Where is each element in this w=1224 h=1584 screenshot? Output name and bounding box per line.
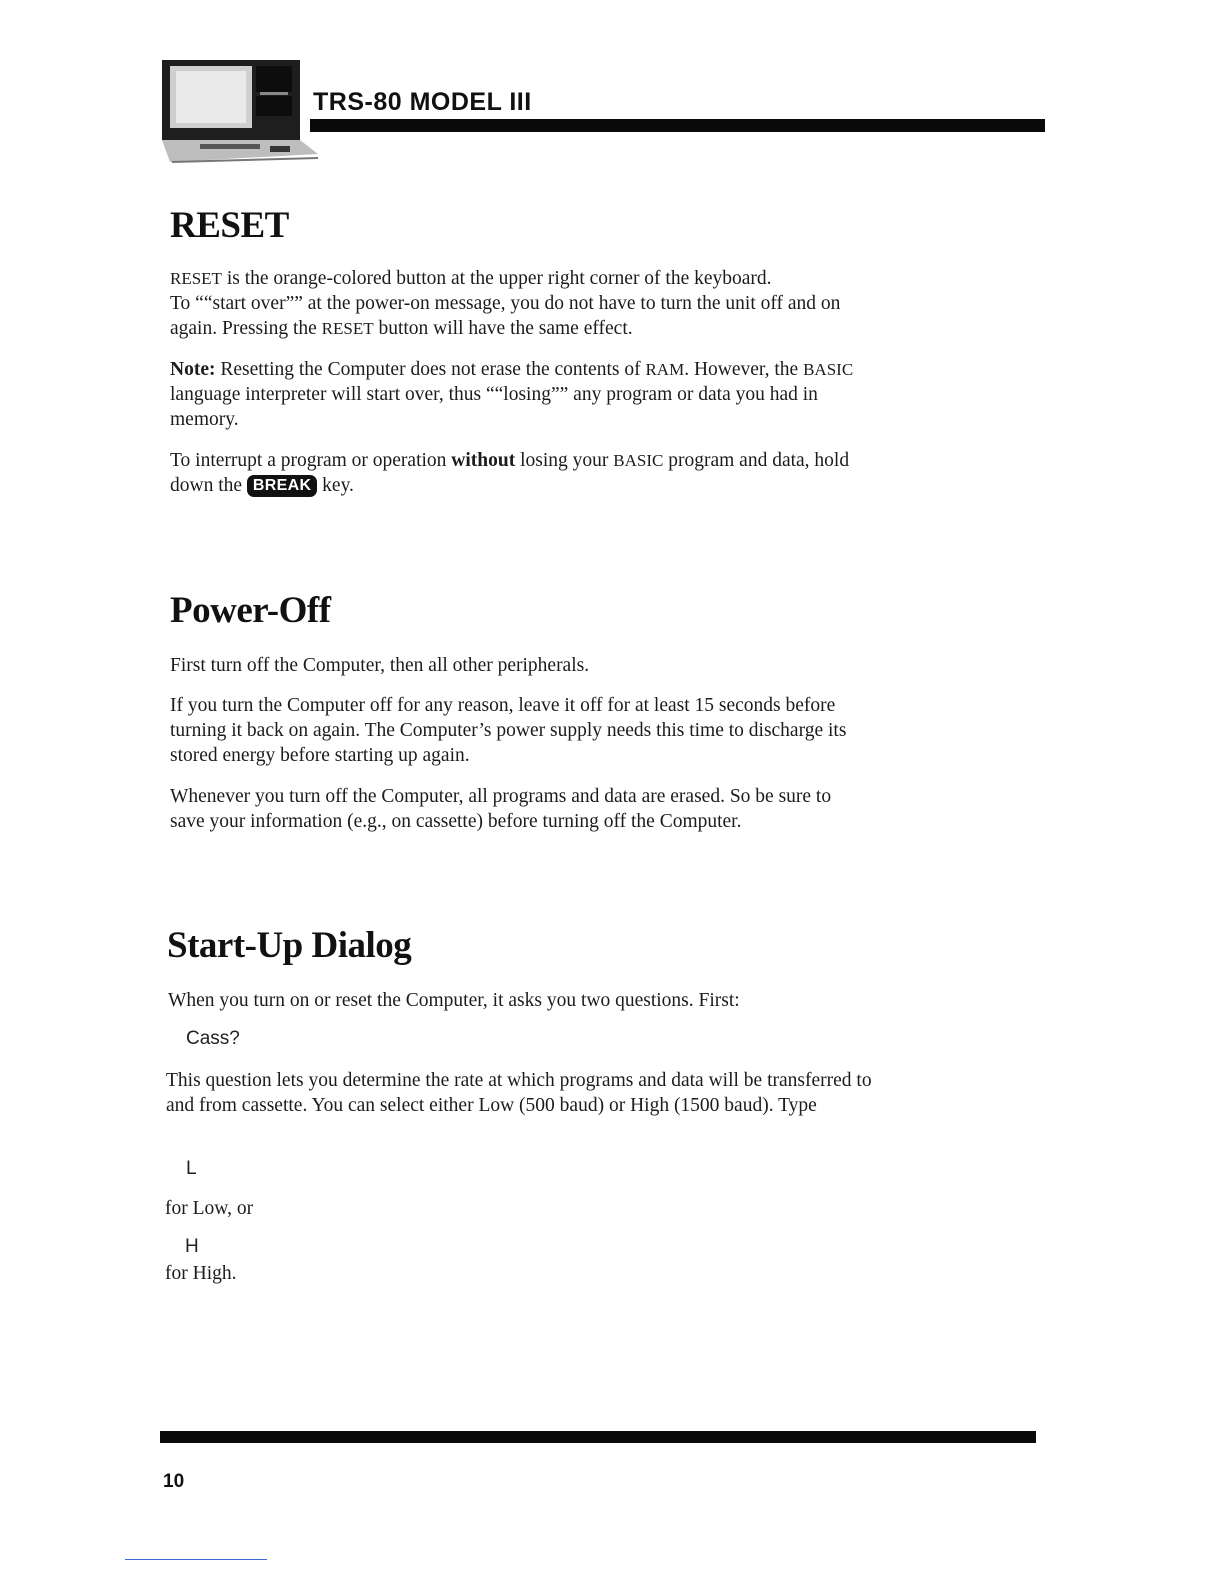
footer-rule <box>160 1431 1036 1443</box>
trs80-computer-icon <box>160 58 330 168</box>
section-heading-power-off: Power-Off <box>170 590 331 631</box>
bottom-link-line <box>125 1559 267 1560</box>
code-low: L <box>186 1158 197 1179</box>
startup-paragraph-4: for High. <box>165 1263 237 1284</box>
startup-paragraph-3: for Low, or <box>165 1198 254 1219</box>
reset-note-paragraph: Note: Resetting the Computer does not erase the contents of RAM. However, the BASIC language interpreter will start over, thus ““losing”” any program or data you had in memory. <box>170 359 854 430</box>
page-number: 10 <box>163 1471 185 1492</box>
poweroff-paragraph-1: First turn off the Computer, then all other peripherals. <box>170 655 590 676</box>
reset-interrupt-paragraph: To interrupt a program or operation without losing your BASIC program and data, hold down the BREAK key. <box>170 450 850 496</box>
code-high: H <box>185 1236 199 1257</box>
code-cass-prompt: Cass? <box>186 1028 240 1049</box>
startup-paragraph-2: This question lets you determine the rate at which programs and data will be transferred to and from cassette. You can select either Low (500 baud) or High (1500 baud). Type <box>166 1070 872 1116</box>
reset-paragraph-2: To ““start over”” at the power-on message, you do not have to turn the unit off and on again. Pressing the RESET button will have the same effect. <box>170 293 841 339</box>
header-title: TRS-80 MODEL III <box>313 88 532 116</box>
poweroff-paragraph-2: If you turn the Computer off for any reason, leave it off for at least 15 seconds before turning it back on again. The Computer’s power supply needs this time to discharge its stored energy before starting up again. <box>170 695 847 766</box>
section-heading-reset: RESET <box>170 205 289 246</box>
header-rule <box>310 119 1045 132</box>
section-heading-startup-dialog: Start-Up Dialog <box>167 925 412 966</box>
poweroff-paragraph-3: Whenever you turn off the Computer, all programs and data are erased. So be sure to save your information (e.g., on cassette) before turning off the Computer. <box>170 786 832 832</box>
note-label: Note: <box>170 359 216 380</box>
page-header <box>160 58 1045 168</box>
break-key-icon: BREAK <box>247 475 317 497</box>
startup-paragraph-1: When you turn on or reset the Computer, it asks you two questions. First: <box>168 990 740 1011</box>
reset-paragraph-1: RESET is the orange-colored button at the upper right corner of the keyboard. <box>170 268 772 289</box>
